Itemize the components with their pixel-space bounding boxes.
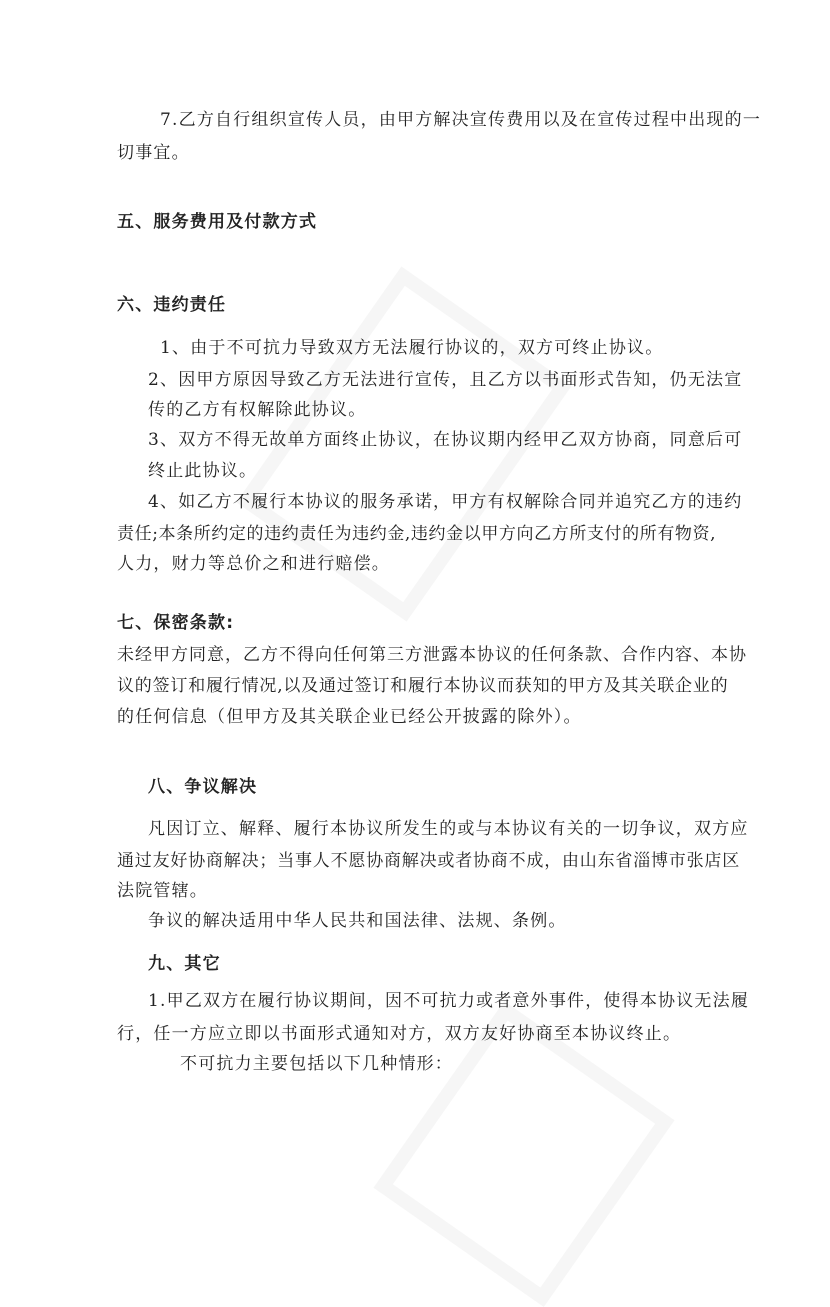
section-heading-5: 五、服务费用及付款方式 <box>117 212 318 232</box>
paragraph-line: 切事宜。 <box>117 143 190 163</box>
paragraph-line: 人力，财力等总价之和进行赔偿。 <box>117 554 390 574</box>
paragraph-line: 议的签订和履行情况,以及通过签订和履行本协议而获知的甲方及其关联企业的 <box>117 676 729 696</box>
section-heading-8: 八、争议解决 <box>148 777 258 797</box>
paragraph-line: 终止此协议。 <box>148 461 258 481</box>
paragraph-line: 责任;本条所约定的违约责任为违约金,违约金以甲方向乙方所支付的所有物资, <box>117 524 717 544</box>
paragraph-line: 的任何信息（但甲方及其关联企业已经公开披露的除外）。 <box>117 707 582 727</box>
paragraph-line: 4、如乙方不履行本协议的服务承诺，甲方有权解除合同并追究乙方的违约 <box>148 492 743 512</box>
paragraph-line: 1.甲乙双方在履行协议期间，因不可抗力或者意外事件，使得本协议无法履 <box>148 991 750 1011</box>
paragraph-line: 3、双方不得无故单方面终止协议，在协议期内经甲乙双方协商，同意后可 <box>148 430 743 450</box>
paragraph-line: 传的乙方有权解除此协议。 <box>148 400 367 420</box>
paragraph-line: 2、因甲方原因导致乙方无法进行宣传，且乙方以书面形式告知，仍无法宣 <box>148 370 743 390</box>
paragraph-line: 1、由于不可抗力导致双方无法履行协议的，双方可终止协议。 <box>160 338 664 358</box>
paragraph-line: 7.乙方自行组织宣传人员，由甲方解决宣传费用以及在宣传过程中出现的一 <box>160 110 762 130</box>
paragraph-line: 行，任一方应立即以书面形式通知对方，双方友好协商至本协议终止。 <box>117 1024 682 1044</box>
section-heading-9: 九、其它 <box>148 954 221 974</box>
section-heading-7: 七、保密条款: <box>117 613 235 633</box>
paragraph-line: 凡因订立、解释、履行本协议所发生的或与本协议有关的一切争议，双方应 <box>148 819 749 839</box>
section-heading-6: 六、违约责任 <box>117 295 227 315</box>
watermark <box>373 1001 674 1307</box>
paragraph-line: 通过友好协商解决；当事人不愿协商解决或者协商不成，由山东省淄博市张店区 <box>117 851 740 871</box>
paragraph-line: 法院管辖。 <box>117 881 208 901</box>
paragraph-line: 不可抗力主要包括以下几种情形： <box>180 1054 453 1074</box>
paragraph-line: 未经甲方同意，乙方不得向任何第三方泄露本协议的任何条款、合作内容、本协 <box>117 645 747 665</box>
paragraph-line: 争议的解决适用中华人民共和国法律、法规、条例。 <box>148 911 567 931</box>
